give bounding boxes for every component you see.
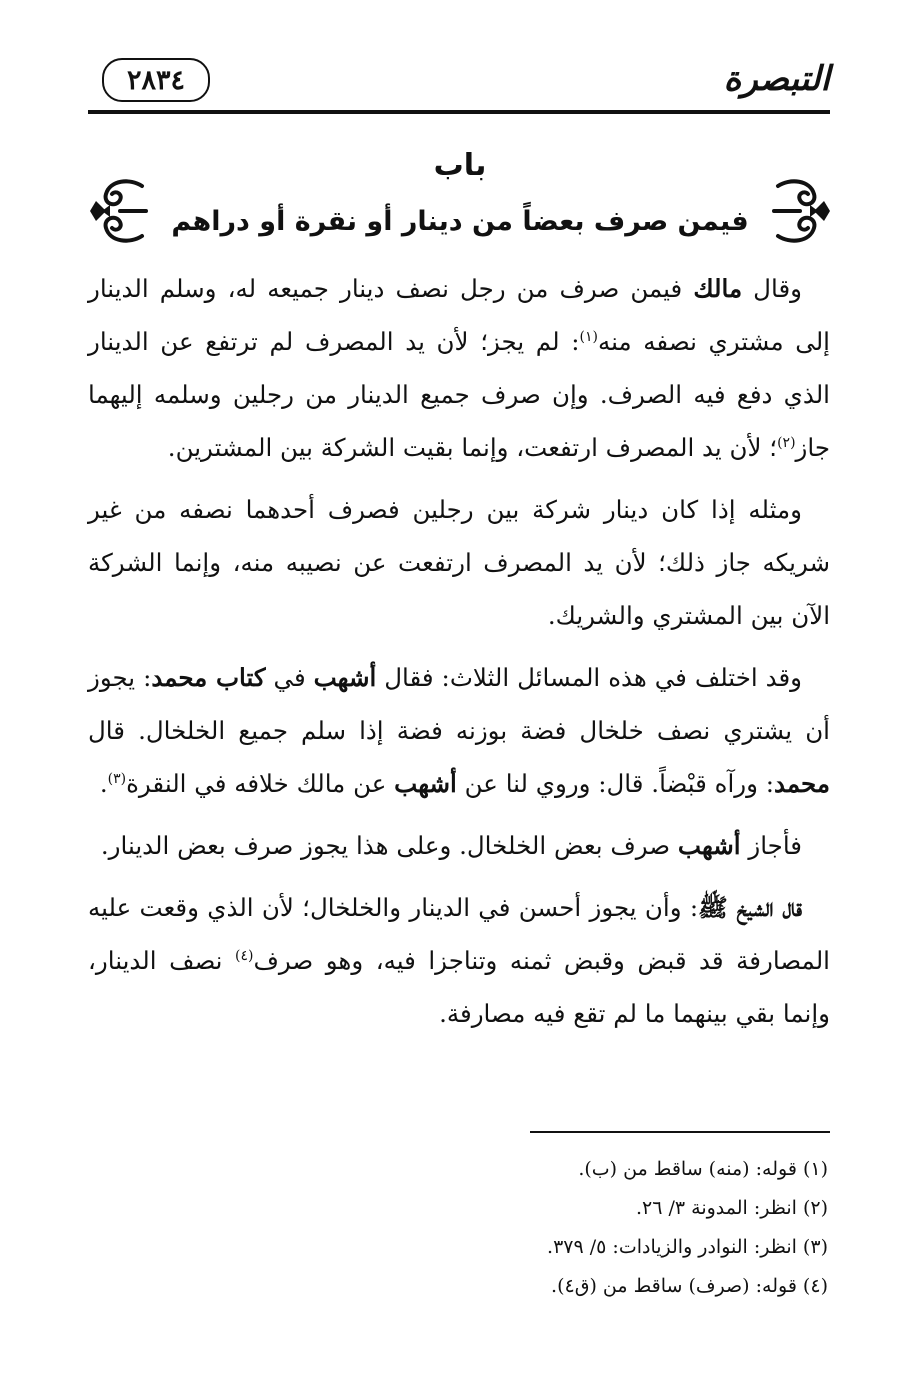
footnote: (٢) انظر: المدونة ٣/ ٢٦. bbox=[635, 1197, 828, 1219]
footnote-divider bbox=[530, 1131, 830, 1133]
paragraph bbox=[88, 819, 830, 872]
text-run: وقد اختلف في هذه المسائل الثلاث: فقال bbox=[376, 663, 802, 692]
section-heading: باب bbox=[433, 148, 487, 183]
paragraph bbox=[88, 651, 830, 810]
paragraph: ومثله إذا كان دينار شركة بين رجلين فصرف أحدهما نصفه من غير شريكه جاز ذلك؛ لأن يد المصرف ارتفعت عن نصيبه منه، وإنما الشركة الآن بين المشتري والشريك. bbox=[88, 495, 830, 630]
header-rule bbox=[88, 110, 830, 114]
text-run: : لم يجز؛ لأن يد المصرف لم ترتفع عن الدينار الذي دفع فيه الصرف. وإن صرف جميع الدينار من رجلين وسلمه إليهما جاز bbox=[88, 327, 830, 462]
footnote-marker: (٤) bbox=[235, 947, 254, 964]
text-run: فيمن صرف من رجل نصف دينار جميعه له، وسلم الدينار إلى مشتري نصفه منه bbox=[88, 274, 830, 356]
page-number: ٢٨٣٤ bbox=[127, 64, 186, 96]
text-run: نصف الدينار، وإنما بقي بينهما ما لم تقع فيه مصارفة. bbox=[88, 946, 830, 1028]
footnote-marker: (٢) bbox=[777, 434, 796, 451]
bold-name: أشهب bbox=[394, 769, 457, 798]
text-run: في bbox=[265, 663, 314, 692]
page-number-badge bbox=[102, 58, 210, 102]
paragraph bbox=[88, 881, 830, 1040]
footnote: (٣) انظر: النوادر والزيادات: ٥/ ٣٧٩. bbox=[547, 1236, 828, 1258]
footnotes bbox=[88, 1150, 830, 1306]
text-run: وقال bbox=[742, 274, 802, 303]
running-title: التبصرة bbox=[723, 59, 830, 99]
text-run: : وأن يجوز أحسن في الدينار والخلخال؛ لأن الذي وقعت عليه المصارفة قد قبض وقبض ثمنه وتناجزا فيه، وهو صرف bbox=[88, 893, 830, 975]
footnote-marker: (٣) bbox=[107, 770, 127, 787]
body-text bbox=[88, 262, 830, 1049]
text-run: صرف بعض الخلخال. وعلى هذا يجوز صرف بعض الدينار. bbox=[100, 831, 678, 860]
footnote: (٤) قوله: (صرف) ساقط من (ق٤). bbox=[551, 1275, 828, 1297]
footnote-marker: (١) bbox=[579, 328, 598, 345]
bold-name: محمد bbox=[774, 769, 830, 798]
text-run: : ورآه قبْضاً. قال: وروي لنا عن bbox=[456, 769, 775, 798]
bold-name: أشهب bbox=[313, 663, 377, 692]
paragraph bbox=[88, 262, 830, 474]
chapter-title: فيمن صرف بعضاً من دينار أو نقرة أو دراهم bbox=[171, 206, 749, 237]
text-run: فأجاز bbox=[740, 831, 802, 860]
text-run: : يجوز أن يشتري نصف خلخال فضة بوزنه فضة إذا سلم جميع الخلخال. قال bbox=[88, 663, 830, 745]
text-run: عن مالك خلافه في النقرة bbox=[126, 769, 395, 798]
text-run: . bbox=[99, 769, 108, 798]
footnote: (١) قوله: (منه) ساقط من (ب). bbox=[578, 1158, 828, 1180]
page-header bbox=[88, 52, 830, 114]
bold-name: قال الشيخ ﷺ bbox=[698, 893, 802, 922]
text-run: ؛ لأن يد المصرف ارتفعت، وإنما بقيت الشركة بين المشترين. bbox=[167, 433, 778, 462]
bold-name: كتاب محمد bbox=[151, 663, 266, 692]
bold-name: أشهب bbox=[677, 831, 741, 860]
bold-name: مالك bbox=[693, 274, 743, 303]
